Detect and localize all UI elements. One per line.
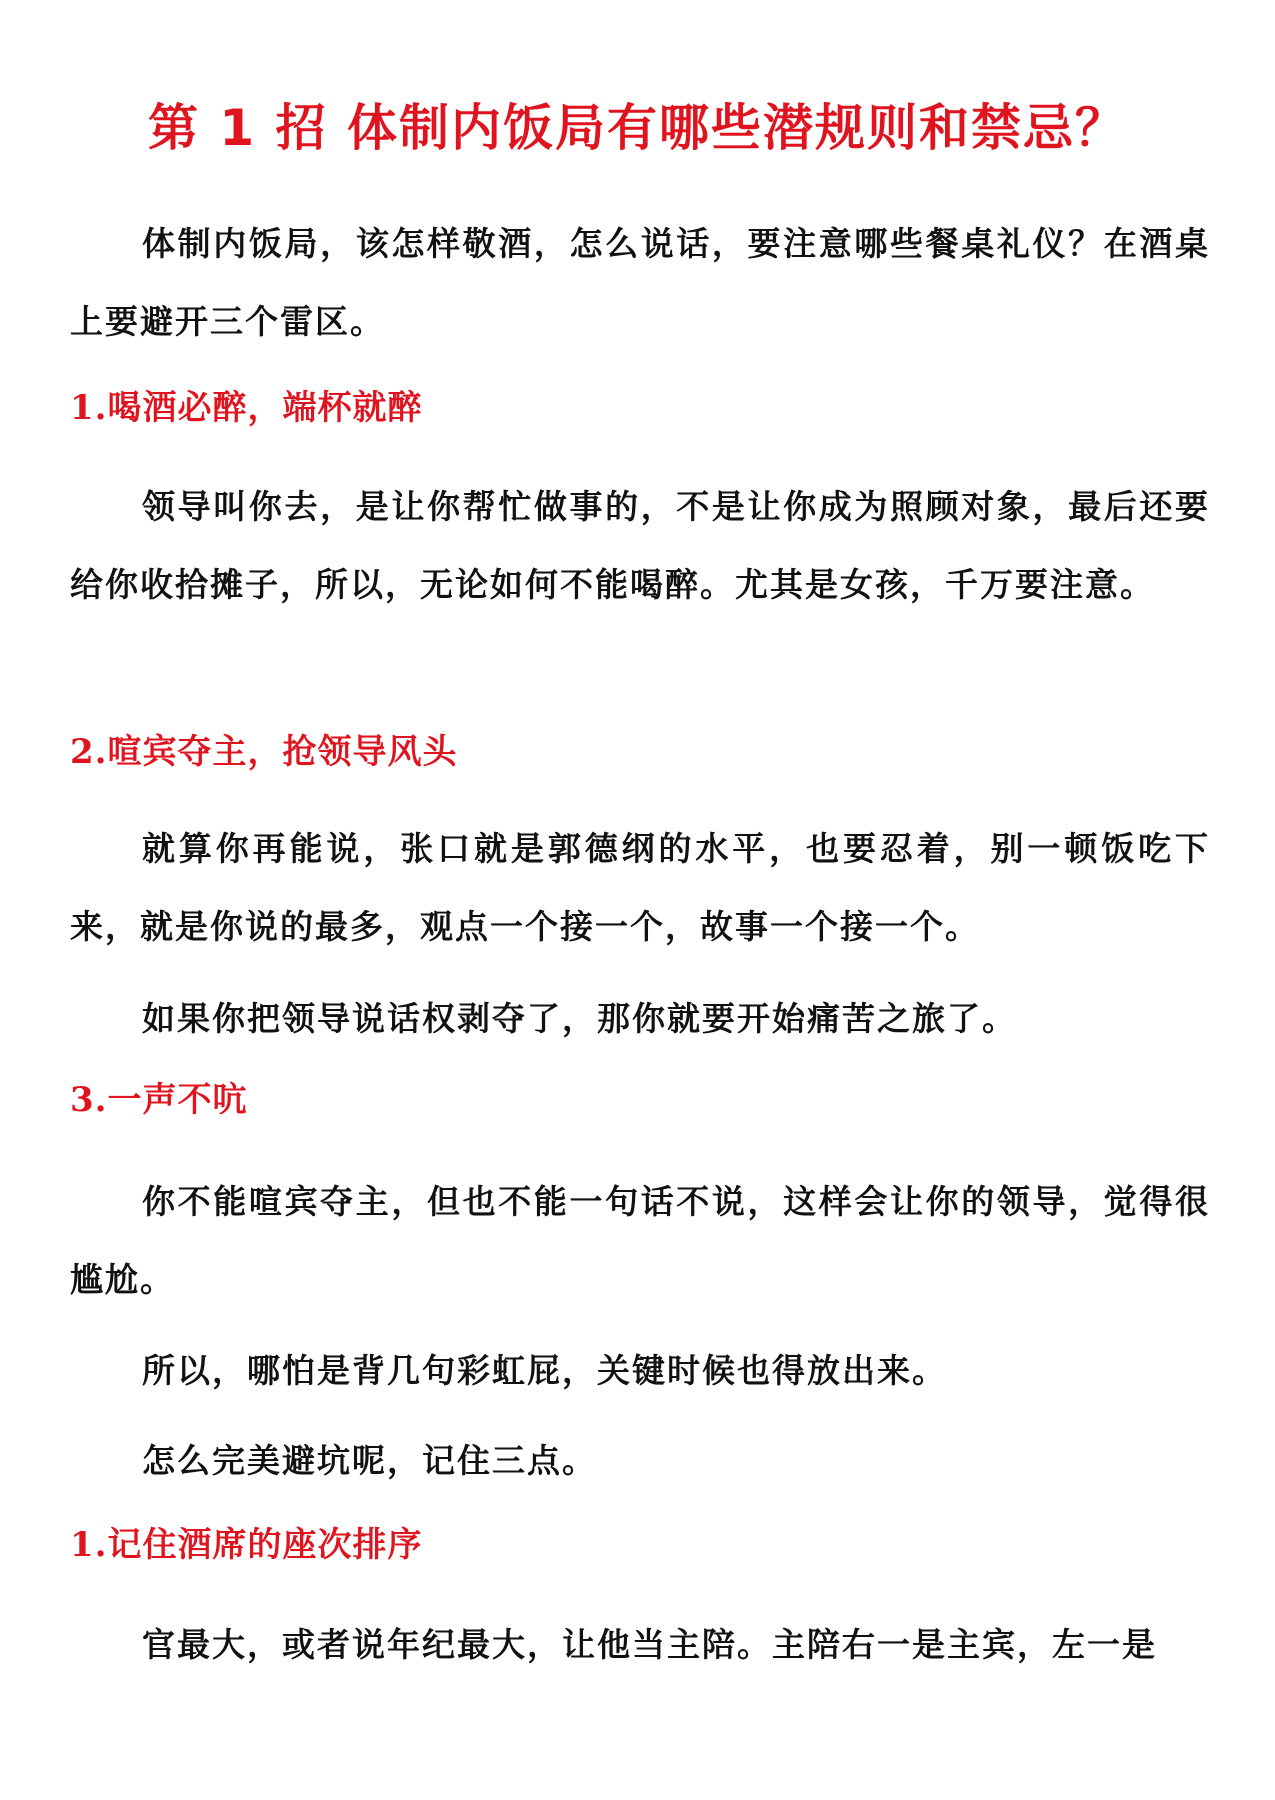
section-3-paragraph-2: 所以，哪怕是背几句彩虹屁，关键时候也得放出来。 (142, 1351, 947, 1390)
tip-1-paragraph: 官最大，或者说年纪最大，让他当主陪。主陪右一是主宾，左一是 (142, 1625, 1157, 1664)
tip-heading-1: 1.记住酒席的座次排序 (70, 1525, 423, 1565)
section-heading-3: 3.一声不吭 (70, 1080, 248, 1120)
section-1-paragraph: 领导叫你去，是让你帮忙做事的，不是让你成为照顾对象，最后还要给你收拾摊子，所以，无论如何不能喝醉。尤其是女孩，千万要注意。 (70, 487, 1210, 604)
intro-paragraph: 体制内饭局，该怎样敬酒，怎么说话，要注意哪些餐桌礼仪？在酒桌上要避开三个雷区。 (70, 224, 1210, 341)
page-title: 第 1 招 体制内饭局有哪些潜规则和禁忌？ (147, 99, 1127, 157)
section-2-paragraph-1: 就算你再能说，张口就是郭德纲的水平，也要忍着，别一顿饭吃下来，就是你说的最多，观点一个接一个，故事一个接一个。 (70, 829, 1210, 946)
section-2-paragraph-2: 如果你把领导说话权剥夺了，那你就要开始痛苦之旅了。 (142, 999, 1017, 1038)
section-3-paragraph-1: 你不能喧宾夺主，但也不能一句话不说，这样会让你的领导，觉得很尴尬。 (70, 1182, 1210, 1299)
section-3-paragraph-3: 怎么完美避坑呢，记住三点。 (142, 1441, 597, 1480)
section-heading-1: 1.喝酒必醉，端杯就醉 (70, 388, 423, 428)
section-heading-2: 2.喧宾夺主，抢领导风头 (70, 732, 458, 772)
